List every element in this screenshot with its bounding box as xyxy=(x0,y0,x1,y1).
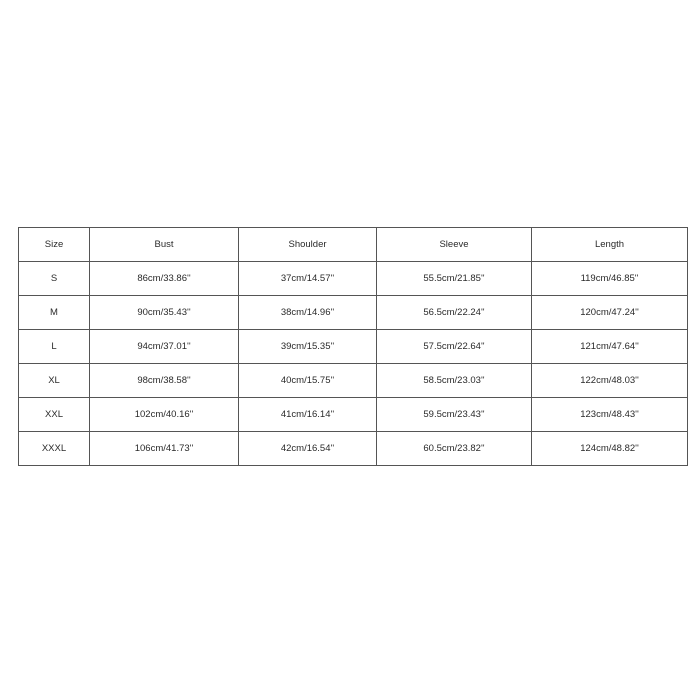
cell-shoulder: 37cm/14.57'' xyxy=(239,262,377,296)
cell-length: 121cm/47.64'' xyxy=(532,330,688,364)
cell-shoulder: 42cm/16.54'' xyxy=(239,432,377,466)
header-size: Size xyxy=(19,228,90,262)
cell-sleeve: 60.5cm/23.82'' xyxy=(377,432,532,466)
header-length: Length xyxy=(532,228,688,262)
cell-shoulder: 40cm/15.75'' xyxy=(239,364,377,398)
cell-sleeve: 58.5cm/23.03'' xyxy=(377,364,532,398)
cell-sleeve: 57.5cm/22.64'' xyxy=(377,330,532,364)
cell-bust: 86cm/33.86'' xyxy=(90,262,239,296)
cell-bust: 90cm/35.43'' xyxy=(90,296,239,330)
table-row xyxy=(19,364,688,398)
cell-sleeve: 56.5cm/22.24'' xyxy=(377,296,532,330)
cell-bust: 106cm/41.73'' xyxy=(90,432,239,466)
cell-shoulder: 38cm/14.96'' xyxy=(239,296,377,330)
cell-length: 123cm/48.43'' xyxy=(532,398,688,432)
header-sleeve: Sleeve xyxy=(377,228,532,262)
size-chart-table xyxy=(18,227,688,466)
cell-bust: 102cm/40.16'' xyxy=(90,398,239,432)
header-shoulder: Shoulder xyxy=(239,228,377,262)
cell-size: XXXL xyxy=(19,432,90,466)
cell-length: 122cm/48.03'' xyxy=(532,364,688,398)
cell-shoulder: 41cm/16.14'' xyxy=(239,398,377,432)
cell-size: S xyxy=(19,262,90,296)
cell-size: XXL xyxy=(19,398,90,432)
header-bust: Bust xyxy=(90,228,239,262)
table-header-row xyxy=(19,228,688,262)
table-row xyxy=(19,296,688,330)
cell-size: XL xyxy=(19,364,90,398)
table-row xyxy=(19,330,688,364)
cell-bust: 98cm/38.58'' xyxy=(90,364,239,398)
cell-sleeve: 55.5cm/21.85'' xyxy=(377,262,532,296)
table-row xyxy=(19,398,688,432)
cell-size: M xyxy=(19,296,90,330)
table-row xyxy=(19,432,688,466)
size-chart xyxy=(18,227,687,466)
cell-bust: 94cm/37.01'' xyxy=(90,330,239,364)
cell-shoulder: 39cm/15.35'' xyxy=(239,330,377,364)
cell-length: 120cm/47.24'' xyxy=(532,296,688,330)
table-row xyxy=(19,262,688,296)
cell-length: 119cm/46.85'' xyxy=(532,262,688,296)
cell-sleeve: 59.5cm/23.43'' xyxy=(377,398,532,432)
cell-length: 124cm/48.82'' xyxy=(532,432,688,466)
cell-size: L xyxy=(19,330,90,364)
